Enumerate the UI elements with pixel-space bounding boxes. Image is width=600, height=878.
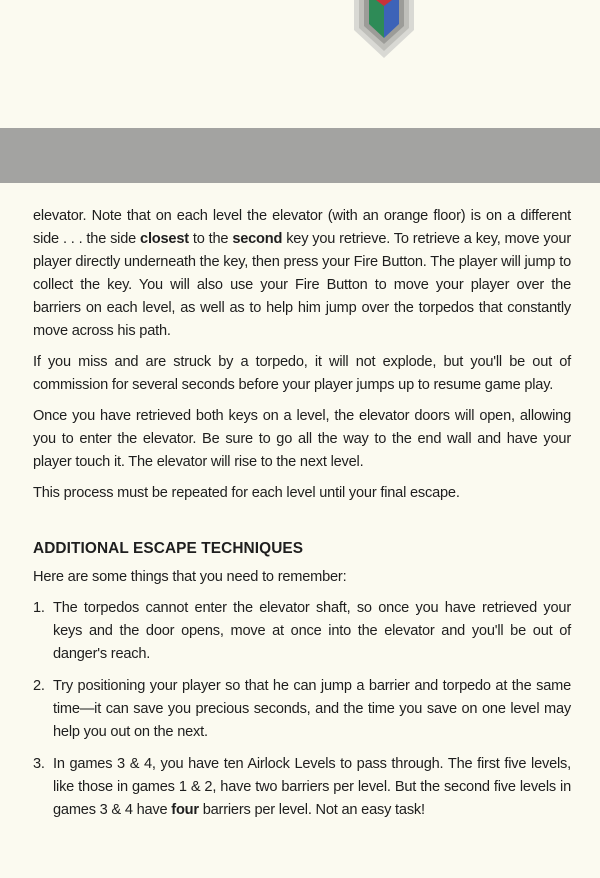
paragraph-torpedo-hit: If you miss and are struck by a torpedo, it will not explode, but you'll be out of commission for several seconds before your player jumps up to resume game play. bbox=[33, 354, 571, 393]
manual-page-content bbox=[33, 205, 571, 831]
list-item bbox=[33, 753, 571, 822]
list-item-text: The torpedos cannot enter the elevator shaft, so once you have retrieved your keys and the door opens, move at once into the elevator and you'll be out of danger's reach. bbox=[53, 600, 571, 662]
section-heading: ADDITIONAL ESCAPE TECHNIQUES bbox=[33, 540, 304, 557]
paragraph-text: elevator. Note that on each level the elevator (with an orange floor) is on a different side . . . the side bbox=[33, 208, 571, 247]
list-item-text bbox=[53, 756, 571, 818]
list-item-text-part: barriers per level. Not an easy task! bbox=[198, 802, 425, 818]
three-cube-logo-icon bbox=[352, 0, 416, 60]
emphasis-closest: closest bbox=[140, 231, 189, 247]
paragraph-text: key you retrieve. To retrieve a key, move your player directly underneath the key, then press your Fire Button. The player will jump to collect the key. You will also use your Fire Button to move your player over the barriers on each level, as well as to help him jump over the torpedos that constantly move across his path. bbox=[33, 231, 571, 339]
list-item-text: Try positioning your player so that he can jump a barrier and torpedo at the same time—it can save you precious seconds, and the time you save on one level may help you out on the next. bbox=[53, 678, 571, 740]
list-item-number: 1. bbox=[33, 600, 45, 616]
header-band bbox=[0, 128, 600, 183]
list-item-text-part: In games 3 & 4, you have ten Airlock Levels to pass through. The first five levels, like those in games 1 & 2, have two barriers per level. But the second five levels in games 3 & 4 have bbox=[53, 756, 571, 818]
emphasis-four: four bbox=[171, 802, 199, 818]
paragraph-elevator bbox=[33, 205, 571, 343]
emphasis-second: second bbox=[232, 231, 283, 247]
paragraph-text: to the bbox=[188, 231, 233, 247]
technique-list bbox=[33, 597, 571, 822]
list-item bbox=[33, 675, 571, 744]
paragraph-repeat: This process must be repeated for each level until your final escape. bbox=[33, 485, 460, 501]
list-item bbox=[33, 597, 571, 666]
list-item-number: 2. bbox=[33, 678, 45, 694]
list-item-number: 3. bbox=[33, 756, 45, 772]
paragraph-keys-retrieved: Once you have retrieved both keys on a level, the elevator doors will open, allowing you to enter the elevator. Be sure to go all the way to the end wall and have your player touch it. The elevator will rise to the next level. bbox=[33, 408, 571, 470]
section-intro: Here are some things that you need to remember: bbox=[33, 569, 347, 585]
